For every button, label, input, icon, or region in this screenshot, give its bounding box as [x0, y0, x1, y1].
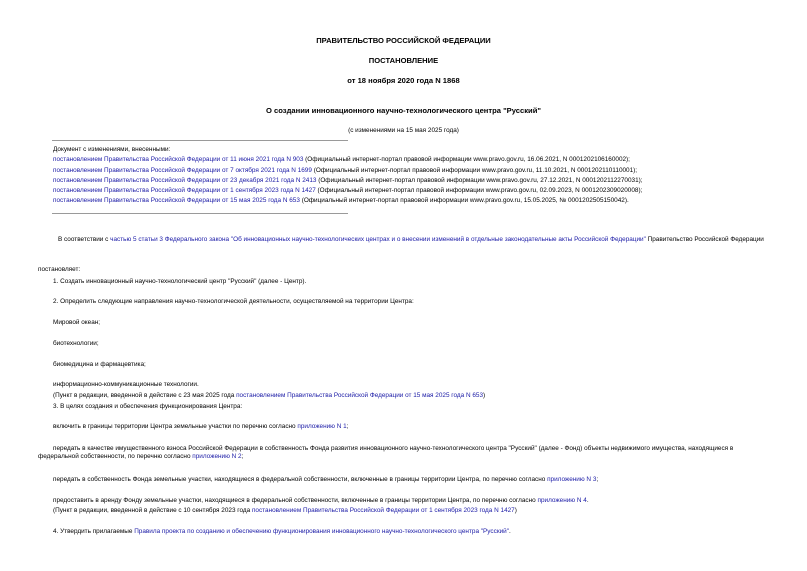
change-link[interactable]: постановлением Правительства Российской Федерации от 11 июня 2021 года N 903 — [53, 156, 304, 163]
org-name: ПРАВИТЕЛЬСТВО РОССИЙСКОЙ ФЕДЕРАЦИИ — [316, 36, 491, 45]
doc-title: О создании инновационного научно-технологического центра "Русский" — [266, 106, 541, 115]
paragraph-3a-end: ; — [346, 423, 349, 430]
appendix-1-link[interactable]: приложению N 1 — [297, 423, 347, 430]
direction-ocean: Мировой океан; — [53, 319, 101, 326]
changes-intro: Документ с изменениями, внесенными: — [53, 146, 171, 153]
law-link[interactable]: частью 5 статьи 3 Федерального закона "Об инновационных научно-технологических центрах и о внесении изменений в отдельные законодательные акты Российской Федерации" — [110, 236, 646, 243]
paragraph-3a-text: включить в границы территории Центра земельные участки по перечню согласно — [53, 423, 298, 430]
paragraph-3b — [38, 445, 773, 461]
paragraph-4-text: 4. Утвердить прилагаемые — [53, 528, 135, 535]
paragraph-1: 1. Создать инновационный научно-технологический центр "Русский" (далее - Центр). — [53, 278, 307, 285]
change-link[interactable]: постановлением Правительства Российской Федерации от 7 октября 2021 года N 1699 — [53, 167, 312, 174]
appendix-2-link[interactable]: приложению N 2 — [192, 453, 242, 460]
paragraph-4-end: . — [509, 528, 511, 535]
changes-bottom-rule — [52, 213, 348, 214]
doc-type: ПОСТАНОВЛЕНИЕ — [368, 56, 439, 65]
paragraph-3b-end: ; — [241, 453, 244, 460]
paragraph-4 — [53, 528, 511, 536]
paragraph-3: 3. В целях создания и обеспечения функционирования Центра: — [53, 403, 243, 410]
change-source: (Официальный интернет-портал правовой информации www.pravo.gov.ru, 15.05.2025, № 0001202505150042). — [299, 197, 629, 204]
paragraph-3c-text: передать в собственность Фонда земельные участки, находящиеся в федеральной собственности, включенные в границы территории Центра, по перечню согласно — [53, 476, 548, 483]
change-source: (Официальный интернет-портал правовой информации www.pravo.gov.ru, 16.06.2021, N 0001202106160002); — [303, 156, 630, 163]
change-item — [53, 167, 637, 175]
change-item — [53, 187, 642, 195]
change-link[interactable]: постановлением Правительства Российской Федерации от 1 сентября 2023 года N 1427 — [53, 187, 316, 194]
paragraph-3c-end: ; — [596, 476, 599, 483]
edit-note-1 — [53, 392, 485, 400]
change-item — [53, 156, 630, 164]
rules-link[interactable]: Правила проекта по созданию и обеспечению функционирования инновационного научно-технологического центра "Русский" — [134, 528, 510, 535]
direction-ict: информационно-коммуникационные технологии. — [53, 381, 199, 388]
change-link[interactable]: постановлением Правительства Российской Федерации от 23 декабря 2021 года N 2413 — [53, 177, 317, 184]
preamble-text-end: Правительство Российской Федерации — [645, 236, 764, 243]
decree-word: постановляет: — [38, 266, 81, 273]
paragraph-3d-end: . — [586, 497, 589, 504]
change-link[interactable]: постановлением Правительства Российской Федерации от 15 мая 2025 года N 653 — [53, 197, 300, 204]
edit-note-2 — [53, 507, 517, 515]
revision-note: (с изменениями на 15 мая 2025 года) — [348, 127, 459, 134]
paragraph-3a — [53, 423, 348, 431]
change-source: (Официальный интернет-портал правовой информации www.pravo.gov.ru, 02.09.2023, N 0001202309020008); — [315, 187, 643, 194]
preamble — [38, 236, 773, 244]
change-source: (Официальный интернет-портал правовой информации www.pravo.gov.ru, 11.10.2021, N 0001202110110001); — [311, 167, 638, 174]
change-source: (Официальный интернет-портал правовой информации www.pravo.gov.ru, 27.12.2021, N 0001202112270031); — [316, 177, 643, 184]
changes-top-rule — [52, 140, 348, 141]
paragraph-3c — [53, 476, 598, 484]
paragraph-3d — [53, 497, 589, 505]
paragraph-3d-text: предоставить в аренду Фонду земельные участки, находящиеся в федеральной собственности, включенные в границы территории Центра, по перечню согласно — [53, 497, 538, 504]
edit-note-link[interactable]: постановлением Правительства Российской Федерации от 15 мая 2025 года N 653 — [236, 392, 484, 399]
edit-note-close: ) — [483, 392, 486, 399]
preamble-text: В соответствии с — [58, 236, 111, 243]
edit-note-text: (Пункт в редакции, введенной в действие с 23 мая 2025 года — [53, 392, 237, 399]
paragraph-2: 2. Определить следующие направления научно-технологической деятельности, осуществляемой на территории Центра: — [53, 298, 414, 305]
edit-note-close: ) — [514, 507, 517, 514]
doc-date-number: от 18 ноября 2020 года N 1868 — [347, 76, 460, 85]
edit-note-link[interactable]: постановлением Правительства Российской Федерации от 1 сентября 2023 года N 1427 — [251, 507, 515, 514]
change-item — [53, 197, 629, 205]
appendix-4-link[interactable]: приложению N 4 — [537, 497, 587, 504]
change-item — [53, 177, 643, 185]
appendix-3-link[interactable]: приложению N 3 — [547, 476, 597, 483]
direction-biomed: биомедицина и фармацевтика; — [53, 361, 146, 368]
paragraph-3b-text: передать в качестве имущественного взноса Российской Федерации в собственность Фонда развития инновационного научно-технологического центра "Русский" (далее - Фонд) объекты недвижимого имущества, находящиеся в федеральной собственности, по перечню согласно — [38, 445, 734, 460]
direction-biotech: биотехнологии; — [53, 340, 99, 347]
edit-note-text: (Пункт в редакции, введенной в действие с 10 сентября 2023 года — [53, 507, 252, 514]
